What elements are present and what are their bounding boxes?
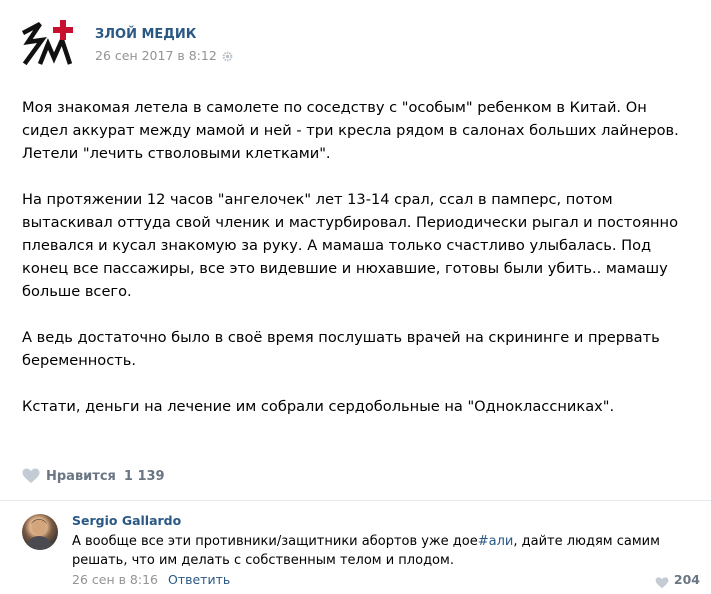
comment-like-count: 204	[673, 572, 700, 587]
community-logo[interactable]	[22, 18, 74, 70]
comment-text-part: , дайте людям самим решать, что им делать с собственным телом и плодом.	[72, 534, 660, 568]
like-count: 1 139	[123, 468, 165, 484]
like-button[interactable]	[22, 464, 165, 488]
comment-like-button[interactable]	[655, 572, 700, 587]
post-paragraph: На протяжении 12 часов "ангелочек" лет 13-14 срал, ссал в памперс, потом вытаскивал оттуда свой членик и мастурбировал. Периодически рыгал и постоянно плевался и кусал знакомую за руку. А мамаша только счастливо улыбалась. Под конец все пассажиры, все это видевшие и нюхавшие, готовы были убить.. мамашу больше всего.	[22, 191, 679, 300]
divider	[0, 500, 711, 501]
heart-icon	[22, 468, 40, 484]
comment-author[interactable]: Sergio Gallardo	[72, 513, 182, 528]
comment-meta	[72, 572, 230, 587]
post-text	[22, 96, 692, 418]
like-label: Нравится	[46, 468, 116, 484]
heart-icon	[655, 574, 669, 586]
gear-icon[interactable]	[222, 50, 233, 61]
post-date-row	[95, 48, 233, 63]
hashtag-link[interactable]: #али	[477, 534, 514, 549]
post-header	[22, 18, 622, 70]
post-paragraph: Кстати, деньги на лечение им собрали сердобольные на "Одноклассниках".	[22, 398, 615, 415]
reply-button[interactable]: Ответить	[168, 572, 231, 587]
post-paragraph: А ведь достаточно было в своё время послушать врачей на скрининге и прервать беременность.	[22, 329, 660, 369]
comment-date[interactable]: 26 сен в 8:16	[72, 572, 158, 587]
comment	[22, 512, 702, 592]
comment-text	[72, 532, 672, 570]
post-date[interactable]: 26 сен 2017 в 8:12	[95, 48, 217, 63]
comment-text-part: А вообще все эти противники/защитники абортов уже дое	[72, 534, 478, 549]
post-paragraph: Моя знакомая летела в самолете по соседству с "особым" ребенком в Китай. Он сидел аккурат между мамой и ней - три кресла рядом в салонах больших лайнеров. Летели "лечить стволовыми клетками".	[22, 99, 679, 162]
avatar[interactable]	[22, 514, 58, 550]
post-author[interactable]: ЗЛОЙ МЕДИК	[95, 27, 197, 42]
